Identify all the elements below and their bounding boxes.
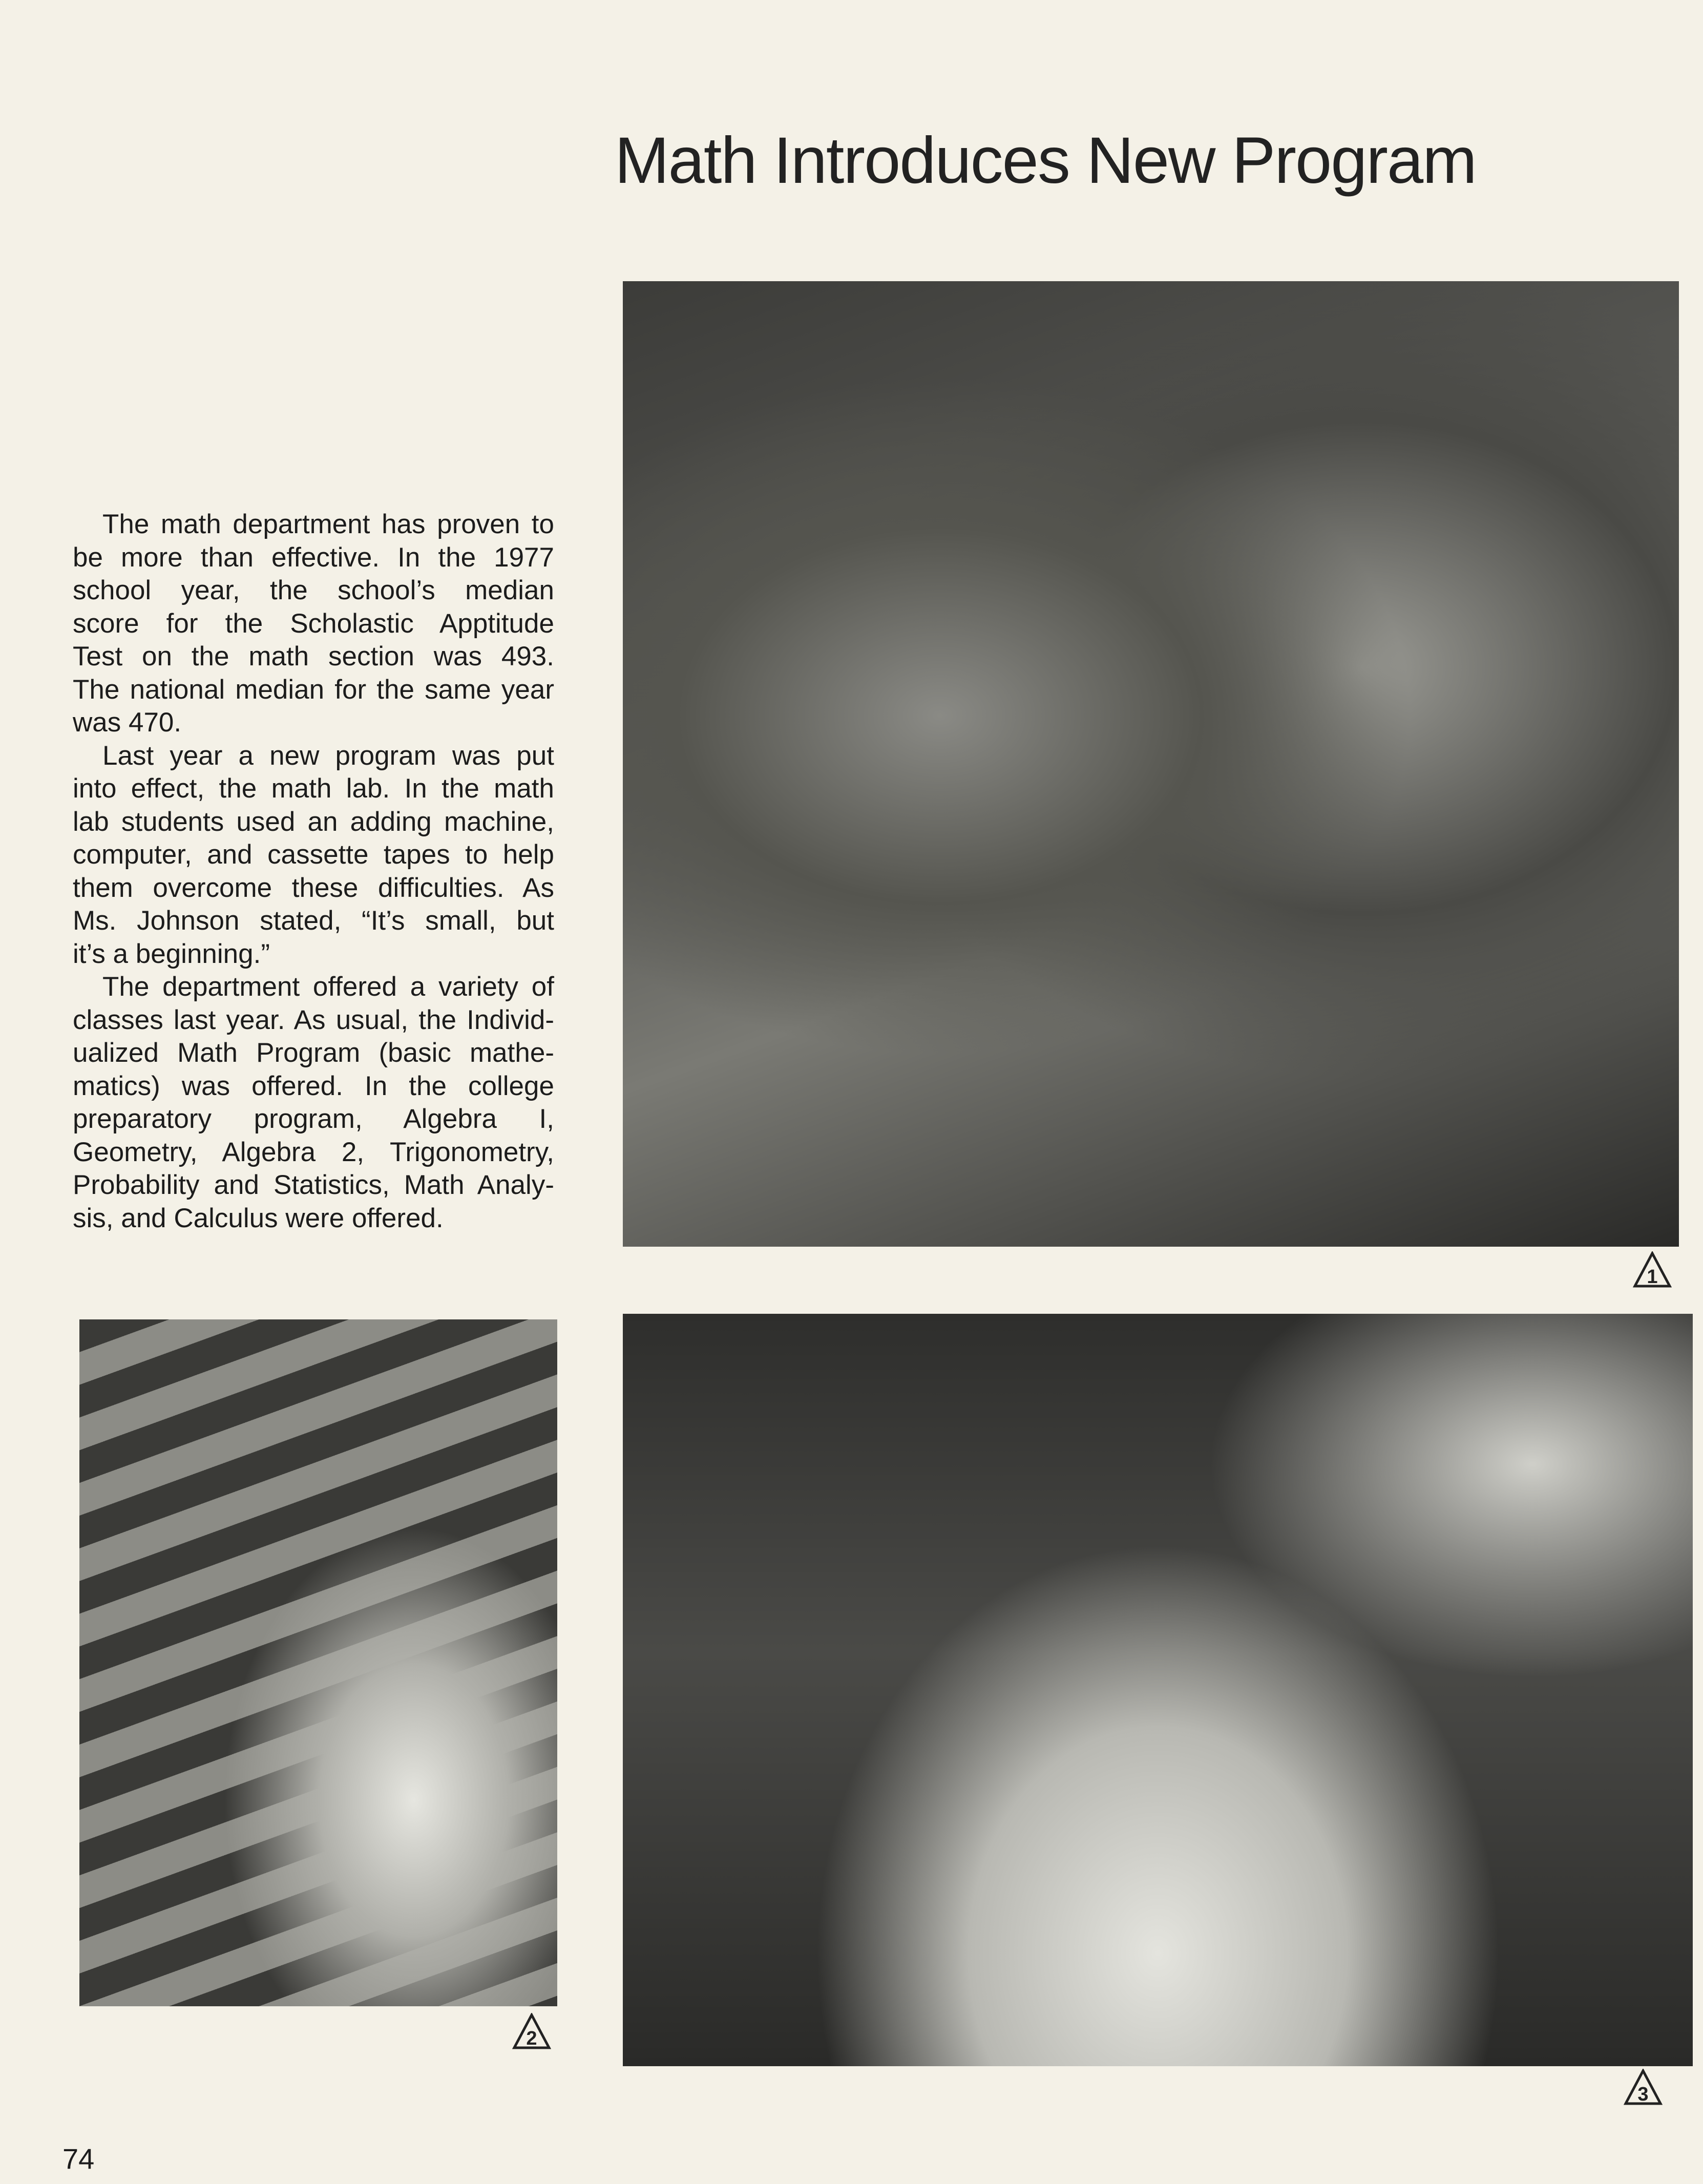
body-text-line: The department offered a variety of bbox=[102, 972, 554, 1002]
photo-students-tutoring bbox=[623, 281, 1679, 1247]
photo-math-lab-classroom bbox=[623, 1314, 1693, 2066]
marker-label: 1 bbox=[1647, 1266, 1658, 1288]
marker-label: 3 bbox=[1637, 2084, 1649, 2105]
body-text-line: Ms. Johnson stated, “It’s small, but bbox=[73, 906, 554, 936]
body-text-line: sis, and Calculus were offered. bbox=[73, 1203, 444, 1233]
body-text-line: Probability and Statistics, Math Analy- bbox=[73, 1170, 554, 1200]
body-text-line: into effect, the math lab. In the math bbox=[73, 773, 554, 804]
body-text-line: Last year a new program was put bbox=[102, 740, 554, 771]
body-text-line: it’s a beginning.” bbox=[73, 938, 270, 969]
body-text-line: matics) was offered. In the college bbox=[73, 1070, 554, 1101]
body-text-line: school year, the school’s median bbox=[73, 575, 554, 605]
photo-marker-1-icon bbox=[1633, 1251, 1672, 1288]
body-text-line: ualized Math Program (basic mathe- bbox=[73, 1038, 554, 1068]
body-text-line: score for the Scholastic Apptitude bbox=[73, 608, 554, 639]
body-text-line: The math department has proven to bbox=[102, 509, 554, 539]
photo-marker-2-icon bbox=[512, 2013, 551, 2050]
body-text-line: classes last year. As usual, the Individ- bbox=[73, 1004, 554, 1035]
body-text-line: was 470. bbox=[73, 707, 182, 738]
body-text-line: Geometry, Algebra 2, Trigonometry, bbox=[73, 1137, 554, 1167]
body-text-line: them overcome these difficulties. As bbox=[73, 872, 554, 903]
page-number: 74 bbox=[62, 2143, 95, 2175]
body-text-line: The national median for the same year bbox=[73, 674, 554, 705]
body-text-line: be more than effective. In the 1977 bbox=[73, 542, 554, 573]
body-text-line: lab students used an adding machine, bbox=[73, 806, 554, 837]
body-text-line: computer, and cassette tapes to help bbox=[73, 839, 554, 870]
body-text-line: Test on the math section was 493. bbox=[73, 641, 554, 671]
body-text-line: preparatory program, Algebra I, bbox=[73, 1104, 554, 1134]
marker-label: 2 bbox=[526, 2028, 537, 2049]
page-title: Math Introduces New Program bbox=[615, 124, 1476, 197]
photo-marker-3-icon bbox=[1624, 2069, 1663, 2106]
photo-student-writing bbox=[79, 1319, 557, 2006]
article-body bbox=[73, 508, 554, 1235]
